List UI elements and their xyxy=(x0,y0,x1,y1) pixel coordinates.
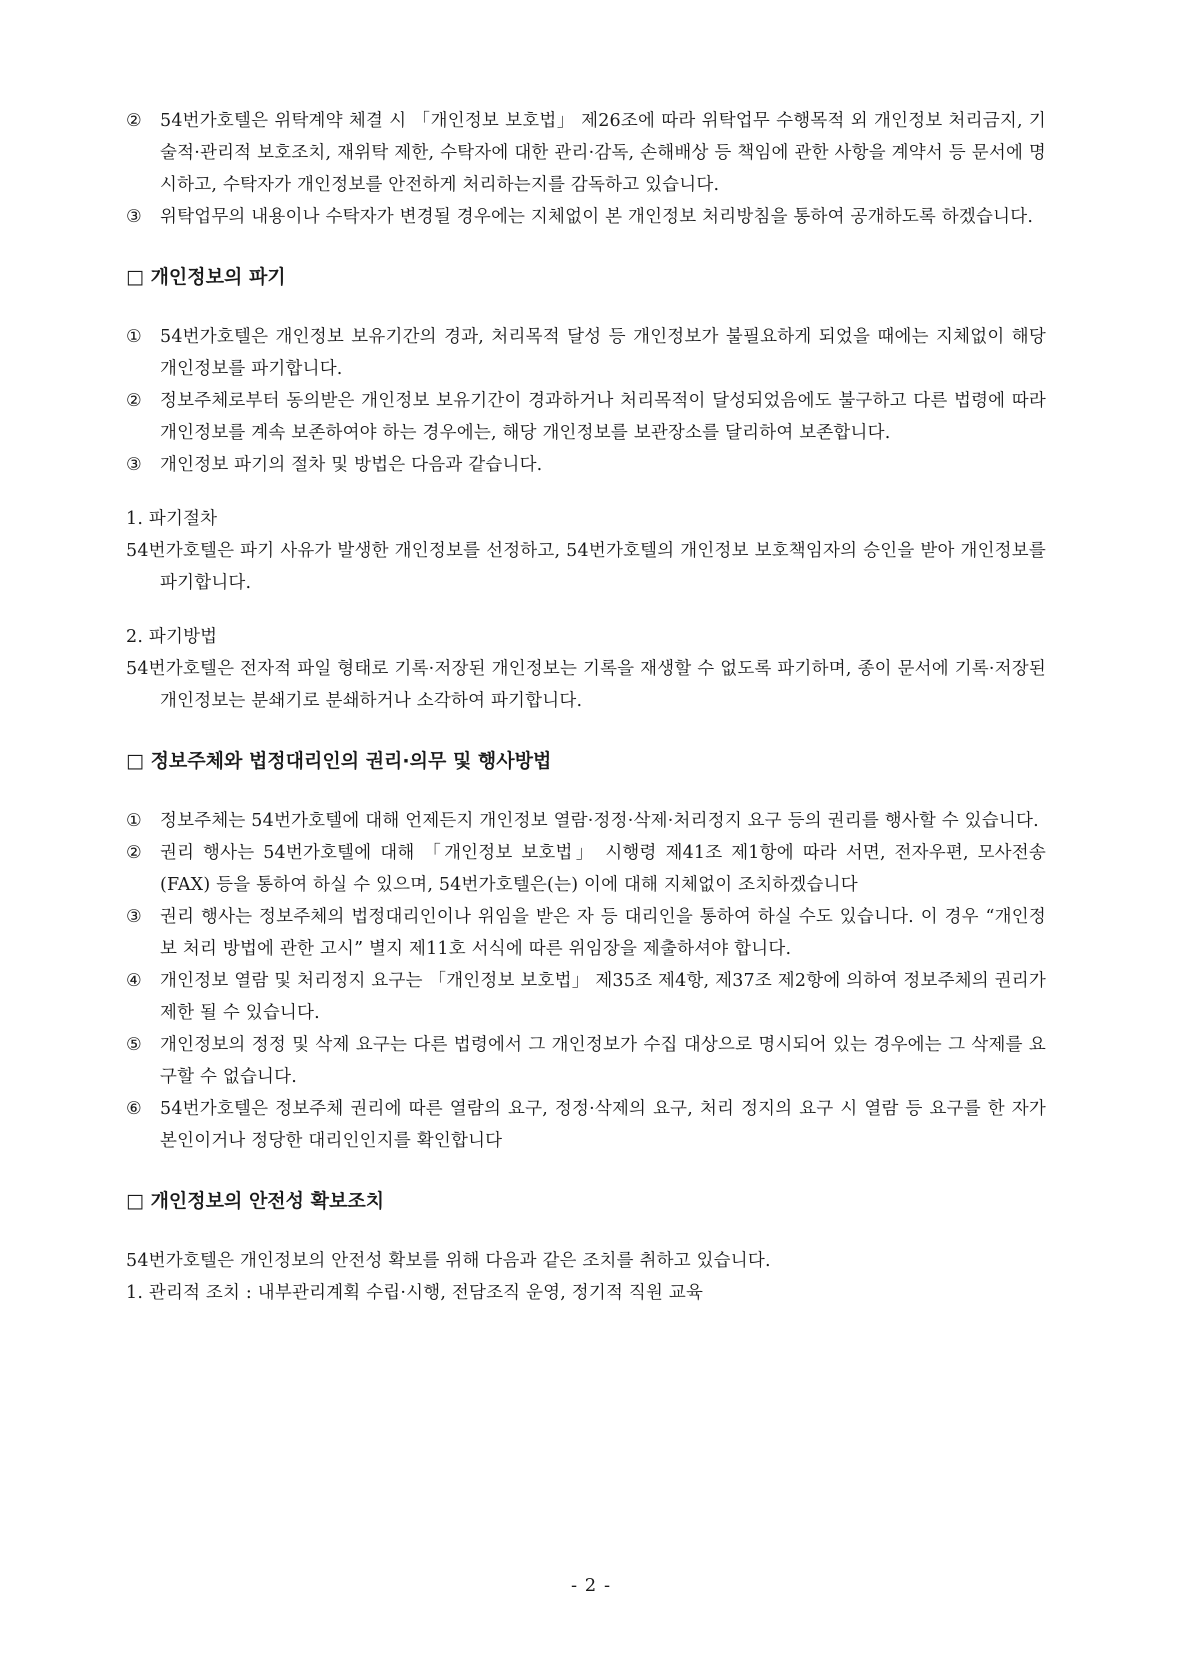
list-item xyxy=(126,201,1046,233)
procedure-title: 1. 파기절차 xyxy=(126,509,218,529)
page-number: - 2 - xyxy=(570,1575,612,1596)
security-item-1: 1. 관리적 조치 : 내부관리계획 수립·시행, 전담조직 운영, 정기적 직원 교육 xyxy=(126,1283,704,1303)
item-number: ② xyxy=(126,391,142,411)
item-text: 권리 행사는 54번가호텔에 대해 「개인정보 보호법」 시행령 제41조 제1항에 따라 서면, 전자우편, 모사전송(FAX) 등을 통하여 하실 수 있으며, 54번가호텔은(는) 이에 대해 지체없이 조치하겠습니다 xyxy=(160,843,1046,895)
item-text: 54번가호텔은 위탁계약 체결 시 「개인정보 보호법」 제26조에 따라 위탁업무 수행목적 외 개인정보 처리금지, 기술적·관리적 보호조치, 재위탁 제한, 수탁자에 대한 관리·감독, 손해배상 등 책임에 관한 사항을 계약서 등 문서에 명시하고, 수탁자가 개인정보를 안전하게 처리하는지를 감독하고 있습니다. xyxy=(160,111,1046,195)
list-item xyxy=(126,105,1046,201)
item-text: 정보주체로부터 동의받은 개인정보 보유기간이 경과하거나 처리목적이 달성되었음에도 불구하고 다른 법령에 따라 개인정보를 계속 보존하여야 하는 경우에는, 해당 개인정보를 보관장소를 달리하여 보존합니다. xyxy=(160,391,1046,443)
security-intro: 54번가호텔은 개인정보의 안전성 확보를 위해 다음과 같은 조치를 취하고 있습니다. xyxy=(126,1251,771,1271)
list-item xyxy=(126,1093,1046,1157)
list-item xyxy=(126,901,1046,965)
item-number: ① xyxy=(126,811,142,831)
item-number: ⑥ xyxy=(126,1099,142,1119)
item-text: 개인정보 열람 및 처리정지 요구는 「개인정보 보호법」 제35조 제4항, 제37조 제2항에 의하여 정보주체의 권리가 제한 될 수 있습니다. xyxy=(160,971,1046,1023)
item-text: 개인정보의 정정 및 삭제 요구는 다른 법령에서 그 개인정보가 수집 대상으로 명시되어 있는 경우에는 그 삭제를 요구할 수 없습니다. xyxy=(160,1035,1046,1087)
item-text: 54번가호텔은 개인정보 보유기간의 경과, 처리목적 달성 등 개인정보가 불필요하게 되었을 때에는 지체없이 해당 개인정보를 파기합니다. xyxy=(160,327,1046,379)
list-item xyxy=(126,965,1046,1029)
rights-section xyxy=(126,805,1046,1157)
method-title: 2. 파기방법 xyxy=(126,627,218,647)
item-number: ③ xyxy=(126,207,142,227)
item-text: 정보주체는 54번가호텔에 대해 언제든지 개인정보 열람·정정·삭제·처리정지 요구 등의 권리를 행사할 수 있습니다. xyxy=(160,811,1039,831)
list-item xyxy=(126,449,1046,481)
item-text: 권리 행사는 정보주체의 법정대리인이나 위임을 받은 자 등 대리인을 통하여 하실 수도 있습니다. 이 경우 “개인정보 처리 방법에 관한 고시” 별지 제11호 서식에 따른 위임장을 제출하셔야 합니다. xyxy=(160,907,1046,959)
section-heading-security: □ 개인정보의 안전성 확보조치 xyxy=(126,1190,385,1212)
item-number: ② xyxy=(126,111,142,131)
page-content xyxy=(126,105,1046,1309)
item-number: ⑤ xyxy=(126,1035,142,1055)
item-number: ① xyxy=(126,327,142,347)
item-text: 위탁업무의 내용이나 수탁자가 변경될 경우에는 지체없이 본 개인정보 처리방침을 통하여 공개하도록 하겠습니다. xyxy=(160,207,1034,227)
item-text: 54번가호텔은 정보주체 권리에 따른 열람의 요구, 정정·삭제의 요구, 처리 정지의 요구 시 열람 등 요구를 한 자가 본인이거나 정당한 대리인인지를 확인합니다 xyxy=(160,1099,1046,1151)
section-heading-rights: □ 정보주체와 법정대리인의 권리·의무 및 행사방법 xyxy=(126,750,552,772)
destruction-section xyxy=(126,321,1046,717)
section-heading-destruction: □ 개인정보의 파기 xyxy=(126,266,286,288)
list-item xyxy=(126,805,1046,837)
item-number: ④ xyxy=(126,971,142,991)
list-item xyxy=(126,321,1046,385)
method-text: 54번가호텔은 전자적 파일 형태로 기록·저장된 개인정보는 기록을 재생할 수 없도록 파기하며, 종이 문서에 기록·저장된 개인정보는 분쇄기로 분쇄하거나 소각하여 파기합니다. xyxy=(126,659,1046,711)
consignment-section xyxy=(126,105,1046,233)
procedure-text: 54번가호텔은 파기 사유가 발생한 개인정보를 선정하고, 54번가호텔의 개인정보 보호책임자의 승인을 받아 개인정보를 파기합니다. xyxy=(126,541,1046,593)
item-number: ② xyxy=(126,843,142,863)
item-number: ③ xyxy=(126,907,142,927)
list-item xyxy=(126,385,1046,449)
item-number: ③ xyxy=(126,455,142,475)
security-section xyxy=(126,1245,1046,1309)
item-text: 개인정보 파기의 절차 및 방법은 다음과 같습니다. xyxy=(160,455,543,475)
list-item xyxy=(126,1029,1046,1093)
list-item xyxy=(126,837,1046,901)
